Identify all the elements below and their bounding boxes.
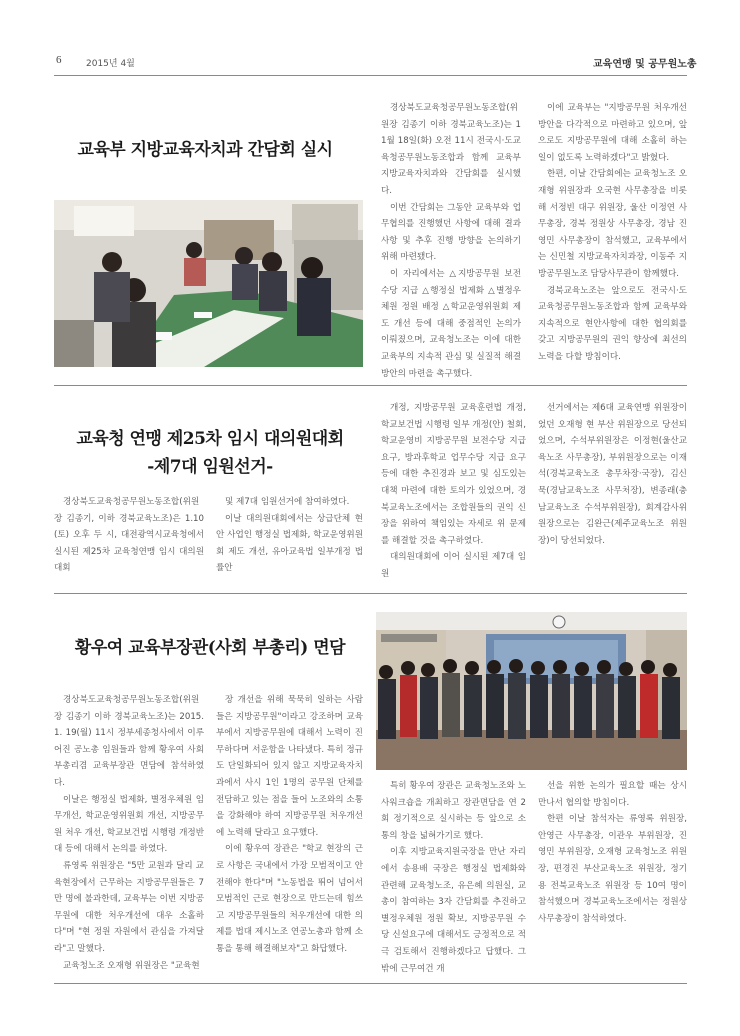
section-divider [54,385,687,386]
paragraph: 개정, 지방공무원 교육훈련법 개정, 학교보건법 시행령 일부 개정(안) 철회, 학교운영비 지방공무원 보전수당 지급 요구, 방과후학교 업무수당 지급 요구 등에 대한 추진경과 보고 및 심도있는 대책 마련에 대한 토의가 있었으며, 경북교육노조에서는 조합원들의 권익 신장을 위하여 책임있는 자세로 위 문제를 해결할 것을 촉구하였다. [381,403,526,546]
article1-column-2 [538,100,687,368]
paragraph: 한편, 이날 간담회에는 교육청노조 오재형 위원장과 오국현 사무총장을 비롯해 서정빈 대구 위원장, 울산 이정연 사무총장, 경북 정원상 사무총장, 경남 진영민 사무총장이 참석했고, 교육부에서는 신민철 지방교육자치과장, 이동주 지방공무원노조 담당사무관이 함께했다. [538,169,687,279]
paragraph: 교육청노조 오재형 위원장은 "교육현 [63,960,200,971]
paragraph: 이번 간담회는 그동안 교육부와 업무협의를 진행했던 사항에 대해 결과사항 및 추후 진행 방향을 논의하기 위해 마련됐다. [381,202,521,263]
paragraph: 장 개선을 위해 묵묵히 일하는 사람들은 지방공무원"이라고 강조하며 교육부에서 지방공무원에 대해서 노력이 진무하다며 서운함을 나타냈다. 특히 정규도 단일화되어 있지 않고 지방교육자치과에서 사시 1인 1명의 공무원 단체를 전담하고 있는 점을 들어 노조와의 소통을 강화해야 하여 지방공무원 처우개선에 노력해 달라고 요구했다. [216,695,363,838]
paragraph: 경북교육노조는 앞으로도 전국시·도교육청공무원노동조합과 함께 교육부와 지속적으로 현안사항에 대한 협의회를 갖고 지방공무원의 권익 향상에 최선의 노력을 다할 방침이다. [538,285,687,362]
article2-column-3 [381,400,526,579]
article1-headline: 교육부 지방교육자치과 간담회 실시 [77,140,333,160]
article2-column-4 [538,400,687,566]
paragraph: 경상북도교육청공무원노동조합(위원장 김종기, 이하 경북교육노조)은 1.10(토) 오후 두 시, 대전광역시교육청에서 실시된 제25차 교육청연맹 임시 대의원대회 [54,497,204,574]
paragraph: 이에 황우여 장관은 "학교 현장의 근로 사항은 국내에서 가장 모범적이고 안전해야 한다"며 "노동법을 뛰어 넘어서 모범적인 근로 현장으로 만드는데 힘쓰고 지방공무원들의 처우개선에 대한 의제를 법대 제시노조 연공노총과 함께 소통을 통해 해결해보자"고 화답했다. [216,844,363,954]
paragraph: 선을 위한 논의가 필요할 때는 상시 만나서 협의할 방침이다. [538,781,687,808]
paragraph: 이후 지방교육지원국장을 만난 자리에서 송용배 국장은 행정실 법제화와 관련해 교육청노조, 유은혜 의원실, 교총이 참여하는 3자 간담회를 추진하고 별정우체원 정원 확보, 지방공무원 수당 신설요구에 대해서도 긍정적으로 적극 검토해서 진행하겠다고 답했다. 그 밖에 근무여건 개 [381,847,526,974]
paragraph: 선거에서는 제6대 교육연맹 위원장이었던 오재형 현 부산 위원장으로 당선되었으며, 수석부위원장은 이정현(울산교육노조 사무총장), 부위원장으로는 이재석(경북교육노조 총무차장·국장), 김신묵(경남교육노조 사무처장), 변종래(충남교육노조 수석부위원장), 회계감사위원장으로는 김완근(제주교육노조 위원장)이 당선되었다. [538,403,687,546]
article3-column-2 [216,692,363,974]
paragraph: 대의원대회에 이어 실시된 제7대 임원 [381,552,526,579]
article2-column-2 [216,494,363,574]
paragraph: 류영록 위원장은 "5만 교원과 달리 교육현장에서 근무하는 지방공무원들은 7만 명에 불과한데, 교육부는 이번 지방공무원에 대한 처우개선에 대우 소홀하다"며 "현 정원 자원에서 관심을 가져달라"고 말했다. [54,860,204,954]
issue-date: 2015년 4월 [86,59,135,69]
paragraph: 특히 황우여 장관은 교육청노조와 노사워크숍을 개최하고 장관면담을 연 2회 정기적으로 실시하는 등 앞으로 소통의 창을 넓혀가기로 했다. [381,781,526,841]
paragraph: 경상북도교육청공무원노동조합(위원장 김종기 이하 경북교육노조)는 11월 18일(화) 오전 11시 전국시·도교육청공무원노동조합과 함께 교육부 지방교육자치과와 간담회를 실시했다. [381,103,521,196]
article2-column-1 [54,494,204,574]
header-rule [54,75,687,76]
article2-headline-line1: 교육청 연맹 제25차 임시 대의원대회 [76,429,344,449]
paragraph: 이에 교육부는 "지방공무원 처우개선 방안을 다각적으로 마련하고 있으며, 앞으로도 지방공무원에 대해 소홀히 하는 일이 없도록 노력하겠다"고 밝혔다. [538,103,687,163]
paragraph: 이 자리에서는 △지방공무원 보전수당 지급 △행정실 법제화 △별정우체원 정원 배정 △학교운영위원회 제도 개선 등에 대해 중점적인 논의가 이뤄졌으며, 교육청노조는 이에 대한 교육부의 지속적 관심 및 실질적 해결방안의 마련을 촉구했다. [381,268,521,379]
paragraph: 이날은 행정실 법제화, 별정우체원 임무개선, 학교운영위원회 개선, 지방공무원 처우 개선, 학교보건법 시행령 개정반대 등에 대해서 논의를 하였다. [54,794,204,855]
group-photo [376,612,687,770]
article1-column-1 [381,100,521,379]
section-divider [54,593,687,594]
article3-column-1 [54,692,204,974]
article3-column-4 [538,778,687,974]
paragraph: 한편 이날 참석자는 류영록 위원장, 안영근 사무총장, 이관우 부위원장, 진영민 부위원장, 오재형 교육청노조 위원장, 편경진 부산교육노조 위원장, 정기용 전북교육노조 위원장 등 10여 명이 참석했으며 경북교육노조에서는 정원상 사무총장이 참석하였다. [538,814,687,924]
article2-headline-line2: -제7대 임원선거- [147,457,273,477]
paragraph: 경상북도교육청공무원노동조합(위원장 김종기 이하 경북교육노조)는 2015. 1. 19(월) 11시 정부세종청사에서 이루어진 공노총 임원들과 함께 황우여 사회부총리겸 교육부장관 면담에 참석하였다. [54,695,204,788]
paragraph: 및 제7대 임원선거에 참여하였다. [225,497,350,507]
article3-column-3 [381,778,526,974]
footer-rule [54,983,687,984]
article3-headline: 황우여 교육부장관(사회 부총리) 면담 [74,638,346,658]
publication-title: 교육연맹 및 공무원노총 [593,59,697,70]
article2-headline [60,425,360,481]
meeting-photo [54,200,363,367]
page-number: 6 [56,54,62,66]
paragraph: 이날 대의원대회에서는 상급단체 현안 사업인 행정실 법제화, 학교운영위원회 제도 개선, 유아교육법 일부개정 법률안 [216,513,363,574]
